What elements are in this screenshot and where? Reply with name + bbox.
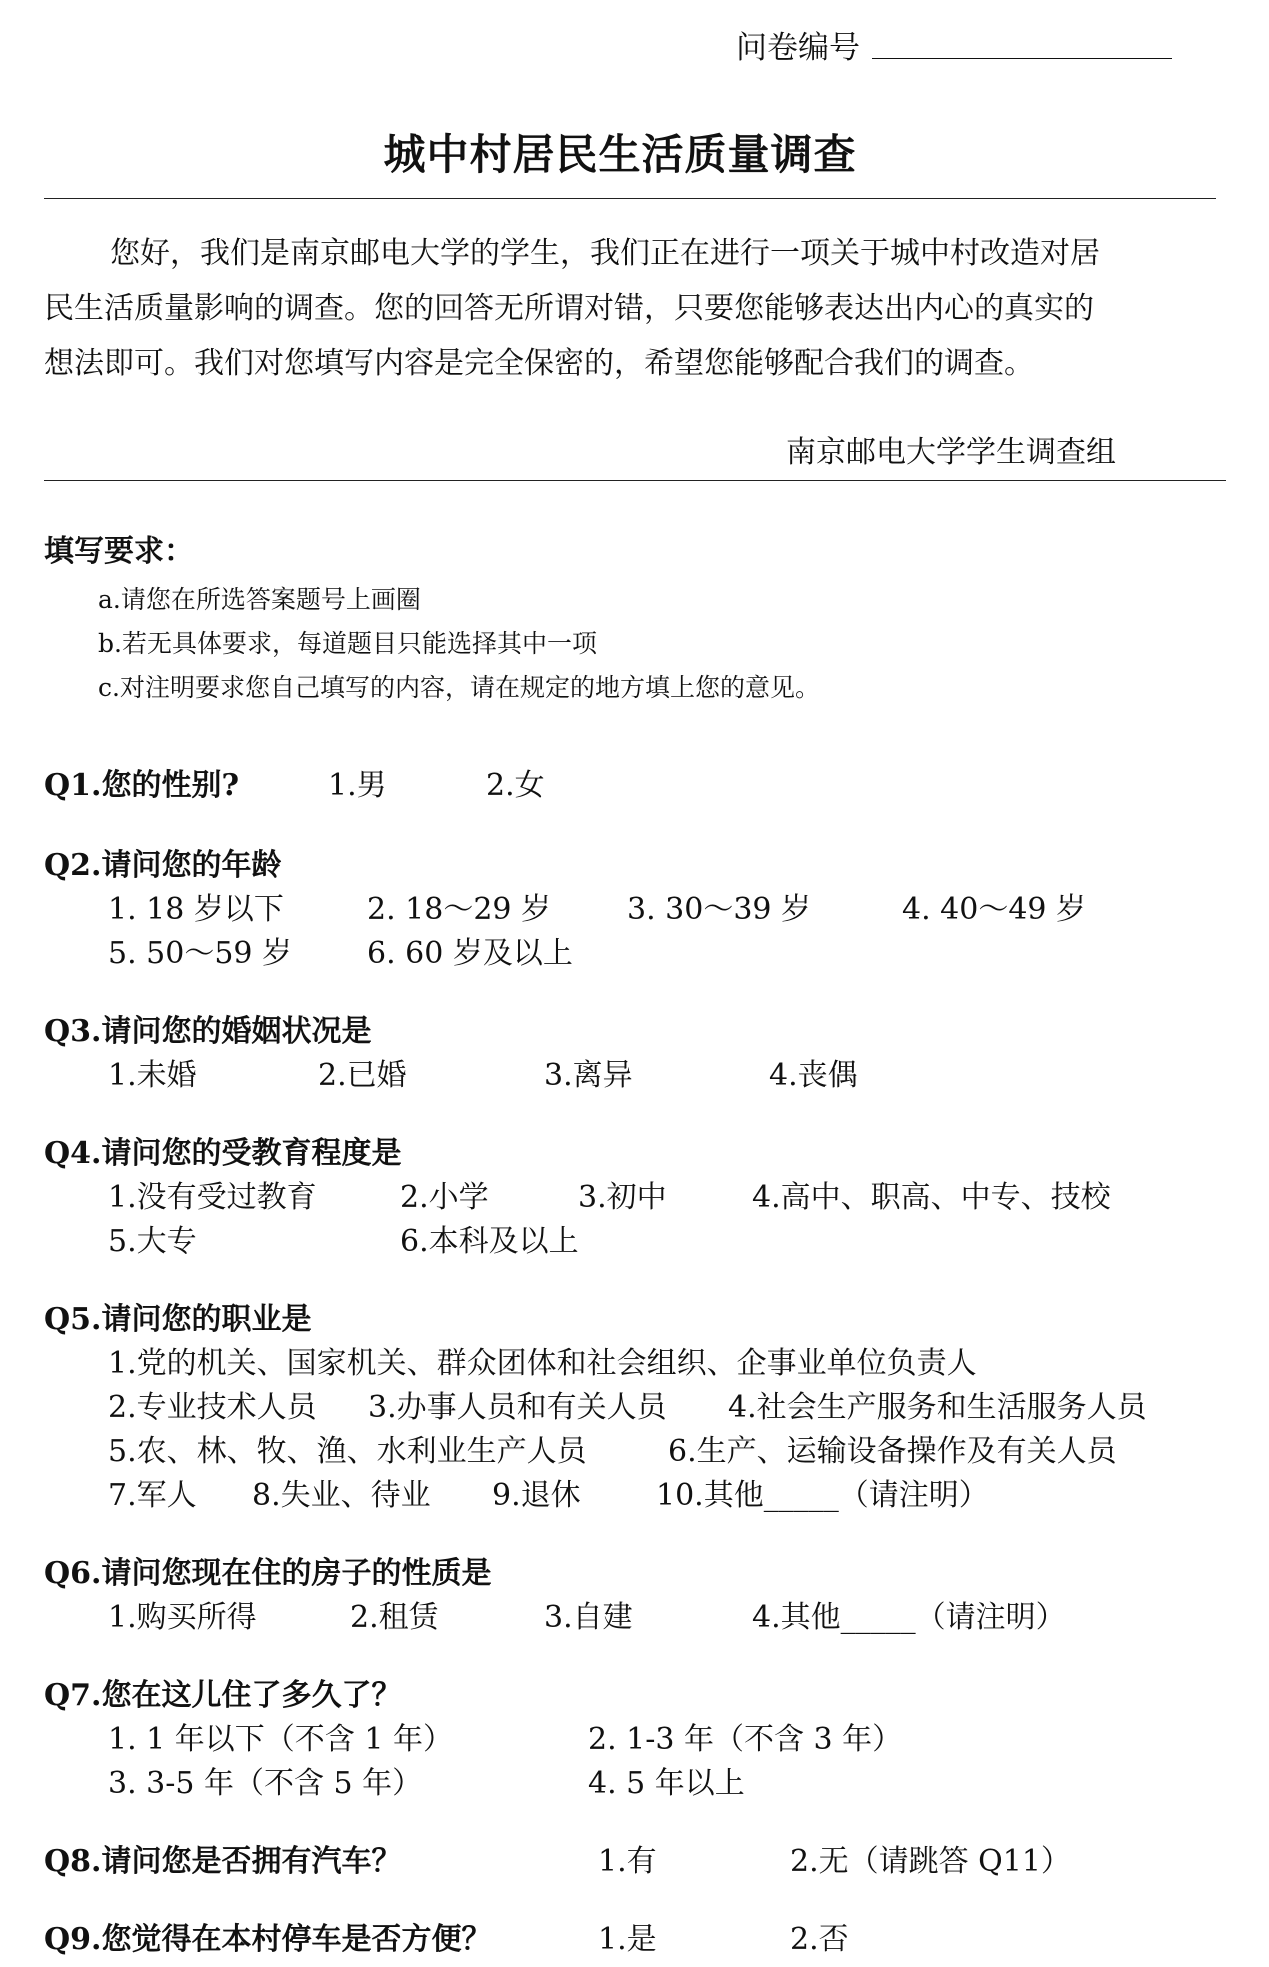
q6-option[interactable]: 2.租赁: [350, 1600, 439, 1635]
q5-option[interactable]: 7.军人: [108, 1478, 197, 1513]
questionnaire-number-field[interactable]: [872, 58, 1172, 59]
question-q4: Q4.请问您的受教育程度是: [44, 1136, 402, 1171]
requirement-item: b.若无具体要求，每道题目只能选择其中一项: [98, 629, 597, 658]
q4-option[interactable]: 5.大专: [108, 1224, 197, 1259]
requirement-item: a.请您在所选答案题号上画圈: [98, 585, 421, 614]
question-q1: Q1.您的性别?: [44, 768, 240, 803]
q4-option[interactable]: 4.高中、职高、中专、技校: [752, 1180, 1111, 1215]
q1-option[interactable]: 1.男: [328, 768, 387, 803]
intro-paragraph: [44, 226, 1220, 391]
q2-option[interactable]: 3. 30～39 岁: [627, 892, 812, 927]
requirements-heading: 填写要求：: [44, 534, 194, 569]
q7-option[interactable]: 1. 1 年以下（不含 1 年）: [108, 1722, 453, 1757]
question-q8: Q8.请问您是否拥有汽车？: [44, 1844, 402, 1879]
q5-option[interactable]: 6.生产、运输设备操作及有关人员: [668, 1434, 1117, 1469]
top-divider: [44, 198, 1216, 199]
q7-option[interactable]: 3. 3-5 年（不含 5 年）: [108, 1766, 423, 1801]
q3-option[interactable]: 3.离异: [544, 1058, 633, 1093]
intro-divider: [44, 480, 1226, 481]
q5-option[interactable]: 1.党的机关、国家机关、群众团体和社会组织、企事业单位负责人: [108, 1346, 977, 1381]
q3-option[interactable]: 1.未婚: [108, 1058, 197, 1093]
q3-option[interactable]: 4.丧偶: [769, 1058, 858, 1093]
q6-option[interactable]: 4.其他_____（请注明）: [752, 1600, 1066, 1635]
q5-option[interactable]: 3.办事人员和有关人员: [368, 1390, 667, 1425]
q2-option[interactable]: 1. 18 岁以下: [108, 892, 284, 927]
q2-option[interactable]: 4. 40～49 岁: [902, 892, 1087, 927]
q5-option[interactable]: 10.其他_____（请注明）: [656, 1478, 989, 1513]
intro-line: 民生活质量影响的调查。您的回答无所谓对错，只要您能够表达出内心的真实的: [44, 291, 1094, 326]
question-q6: Q6.请问您现在住的房子的性质是: [44, 1556, 492, 1591]
q8-option[interactable]: 1.有: [598, 1844, 657, 1879]
q7-option[interactable]: 4. 5 年以上: [588, 1766, 745, 1801]
q4-option[interactable]: 3.初中: [578, 1180, 667, 1215]
q3-option[interactable]: 2.已婚: [318, 1058, 407, 1093]
page-title: 城中村居民生活质量调查: [383, 130, 857, 179]
q5-option[interactable]: 9.退休: [492, 1478, 581, 1513]
q2-option[interactable]: 5. 50～59 岁: [108, 936, 293, 971]
questionnaire-number-label: 问卷编号: [736, 30, 860, 66]
intro-line: 想法即可。我们对您填写内容是完全保密的，希望您能够配合我们的调查。: [44, 346, 1034, 381]
q4-option[interactable]: 6.本科及以上: [400, 1224, 579, 1259]
q5-option[interactable]: 8.失业、待业: [252, 1478, 431, 1513]
question-q3: Q3.请问您的婚姻状况是: [44, 1014, 372, 1049]
q2-option[interactable]: 2. 18～29 岁: [367, 892, 552, 927]
q5-option[interactable]: 2.专业技术人员: [108, 1390, 317, 1425]
q2-option[interactable]: 6. 60 岁及以上: [367, 936, 573, 971]
q4-option[interactable]: 2.小学: [400, 1180, 489, 1215]
q9-option[interactable]: 1.是: [598, 1922, 657, 1957]
question-q9: Q9.您觉得在本村停车是否方便？: [44, 1922, 492, 1957]
question-q2: Q2.请问您的年龄: [44, 848, 282, 883]
intro-line: 您好，我们是南京邮电大学的学生，我们正在进行一项关于城中村改造对居: [110, 236, 1100, 271]
q6-option[interactable]: 1.购买所得: [108, 1600, 257, 1635]
q9-option[interactable]: 2.否: [790, 1922, 849, 1957]
q4-option[interactable]: 1.没有受过教育: [108, 1180, 317, 1215]
q1-option[interactable]: 2.女: [486, 768, 545, 803]
survey-signature: 南京邮电大学学生调查组: [786, 435, 1116, 470]
question-q7: Q7.您在这儿住了多久了？: [44, 1678, 402, 1713]
requirement-item: c.对注明要求您自己填写的内容，请在规定的地方填上您的意见。: [98, 673, 820, 702]
q6-option[interactable]: 3.自建: [544, 1600, 633, 1635]
q5-option[interactable]: 4.社会生产服务和生活服务人员: [728, 1390, 1147, 1425]
q7-option[interactable]: 2. 1-3 年（不含 3 年）: [588, 1722, 903, 1757]
q5-option[interactable]: 5.农、林、牧、渔、水利业生产人员: [108, 1434, 587, 1469]
question-q5: Q5.请问您的职业是: [44, 1302, 312, 1337]
q8-option[interactable]: 2.无（请跳答 Q11）: [790, 1844, 1071, 1879]
